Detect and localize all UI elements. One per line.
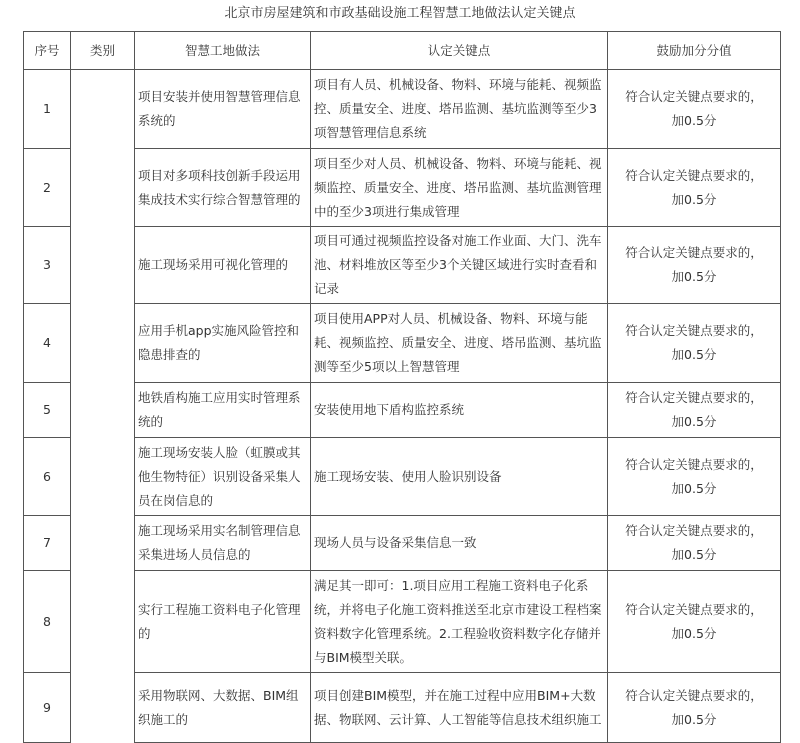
row-category bbox=[71, 438, 135, 516]
row-keypoints: 项目可通过视频监控设备对施工作业面、大门、洗车池、材料堆放区等至少3个关键区域进行实时查看和记录 bbox=[311, 227, 608, 304]
row-keypoints: 项目有人员、机械设备、物料、环境与能耗、视频监控、质量安全、进度、塔吊监测、基坑监测等至少3项智慧管理信息系统 bbox=[311, 70, 608, 149]
row-keypoints: 现场人员与设备采集信息一致 bbox=[311, 516, 608, 571]
row-keypoints: 施工现场安装、使用人脸识别设备 bbox=[311, 438, 608, 516]
row-category bbox=[71, 149, 135, 227]
page-title: 北京市房屋建筑和市政基础设施工程智慧工地做法认定关键点 bbox=[224, 6, 576, 21]
table-row bbox=[24, 516, 781, 571]
row-index: 1 bbox=[24, 70, 71, 149]
bonus-points: 加0.5分 bbox=[671, 113, 717, 128]
bonus-text: 符合认定关键点要求的， bbox=[625, 167, 763, 183]
table-row bbox=[24, 227, 781, 304]
row-index: 8 bbox=[24, 571, 71, 673]
table-row bbox=[24, 571, 781, 673]
row-category bbox=[71, 673, 135, 743]
header-row bbox=[24, 32, 781, 70]
bonus-points: 加0.5分 bbox=[671, 347, 717, 362]
bonus-points: 加0.5分 bbox=[671, 625, 717, 641]
bonus-text: 符合认定关键点要求的， bbox=[625, 687, 763, 703]
row-category bbox=[71, 70, 135, 149]
row-category bbox=[71, 383, 135, 438]
row-index: 2 bbox=[24, 149, 71, 227]
row-practice: 施工现场采用可视化管理的 bbox=[135, 227, 311, 304]
row-keypoints: 项目使用APP对人员、机械设备、物料、环境与能耗、视频监控、质量安全、进度、塔吊监测、基坑监测等至少5项以上智慧管理 bbox=[311, 304, 608, 383]
bonus-points: 加0.5分 bbox=[671, 191, 717, 207]
bonus-points: 加0.5分 bbox=[671, 414, 717, 429]
bonus-points: 加0.5分 bbox=[671, 711, 717, 727]
bonus-text: 符合认定关键点要求的， bbox=[625, 523, 763, 538]
bonus-text: 符合认定关键点要求的， bbox=[625, 89, 763, 104]
row-index: 6 bbox=[24, 438, 71, 516]
bonus-points: 加0.5分 bbox=[671, 547, 717, 562]
row-bonus bbox=[608, 571, 781, 673]
row-bonus bbox=[608, 383, 781, 438]
row-bonus bbox=[608, 304, 781, 383]
row-category bbox=[71, 516, 135, 571]
practice-table bbox=[23, 31, 781, 743]
bonus-points: 加0.5分 bbox=[671, 269, 717, 284]
row-practice: 施工现场安装人脸（虹膜或其他生物特征）识别设备采集人员在岗信息的 bbox=[135, 438, 311, 516]
table-row bbox=[24, 70, 781, 149]
row-bonus bbox=[608, 227, 781, 304]
bonus-text: 符合认定关键点要求的， bbox=[625, 245, 763, 260]
row-index: 5 bbox=[24, 383, 71, 438]
row-keypoints: 项目至少对人员、机械设备、物料、环境与能耗、视频监控、质量安全、进度、塔吊监测、基坑监测管理中的至少3项进行集成管理 bbox=[311, 149, 608, 227]
row-bonus bbox=[608, 516, 781, 571]
table-row bbox=[24, 673, 781, 743]
row-bonus bbox=[608, 70, 781, 149]
row-index: 3 bbox=[24, 227, 71, 304]
row-bonus bbox=[608, 149, 781, 227]
row-practice: 采用物联网、大数据、BIM组织施工的 bbox=[135, 673, 311, 743]
bonus-text: 符合认定关键点要求的， bbox=[625, 323, 763, 338]
bonus-text: 符合认定关键点要求的， bbox=[625, 601, 763, 617]
row-practice: 应用手机app实施风险管控和隐患排查的 bbox=[135, 304, 311, 383]
header-bonus: 鼓励加分分值 bbox=[608, 32, 781, 70]
row-bonus bbox=[608, 673, 781, 743]
table-row bbox=[24, 304, 781, 383]
header-category: 类别 bbox=[71, 32, 135, 70]
row-index: 9 bbox=[24, 673, 71, 743]
table-row bbox=[24, 383, 781, 438]
row-practice: 地铁盾构施工应用实时管理系统的 bbox=[135, 383, 311, 438]
bonus-text: 符合认定关键点要求的， bbox=[625, 390, 763, 405]
row-keypoints: 项目创建BIM模型，并在施工过程中应用BIM+大数据、物联网、云计算、人工智能等信息技术组织施工 bbox=[311, 673, 608, 743]
row-practice: 项目对多项科技创新手段运用集成技术实行综合智慧管理的 bbox=[135, 149, 311, 227]
row-keypoints: 满足其一即可：1.项目应用工程施工资料电子化系统，并将电子化施工资料推送至北京市建设工程档案资料数字化管理系统。2.工程验收资料数字化存储并与BIM模型关联。 bbox=[311, 571, 608, 673]
row-practice: 实行工程施工资料电子化管理的 bbox=[135, 571, 311, 673]
row-category bbox=[71, 227, 135, 304]
table-row bbox=[24, 149, 781, 227]
row-category bbox=[71, 571, 135, 673]
table-row bbox=[24, 438, 781, 516]
row-index: 4 bbox=[24, 304, 71, 383]
header-practice: 智慧工地做法 bbox=[135, 32, 311, 70]
row-practice: 项目安装并使用智慧管理信息系统的 bbox=[135, 70, 311, 149]
bonus-points: 加0.5分 bbox=[671, 480, 717, 496]
header-index: 序号 bbox=[24, 32, 71, 70]
row-bonus bbox=[608, 438, 781, 516]
bonus-text: 符合认定关键点要求的， bbox=[625, 456, 763, 472]
header-keypoints: 认定关键点 bbox=[311, 32, 608, 70]
row-category bbox=[71, 304, 135, 383]
row-practice: 施工现场采用实名制管理信息采集进场人员信息的 bbox=[135, 516, 311, 571]
row-index: 7 bbox=[24, 516, 71, 571]
row-keypoints: 安装使用地下盾构监控系统 bbox=[311, 383, 608, 438]
